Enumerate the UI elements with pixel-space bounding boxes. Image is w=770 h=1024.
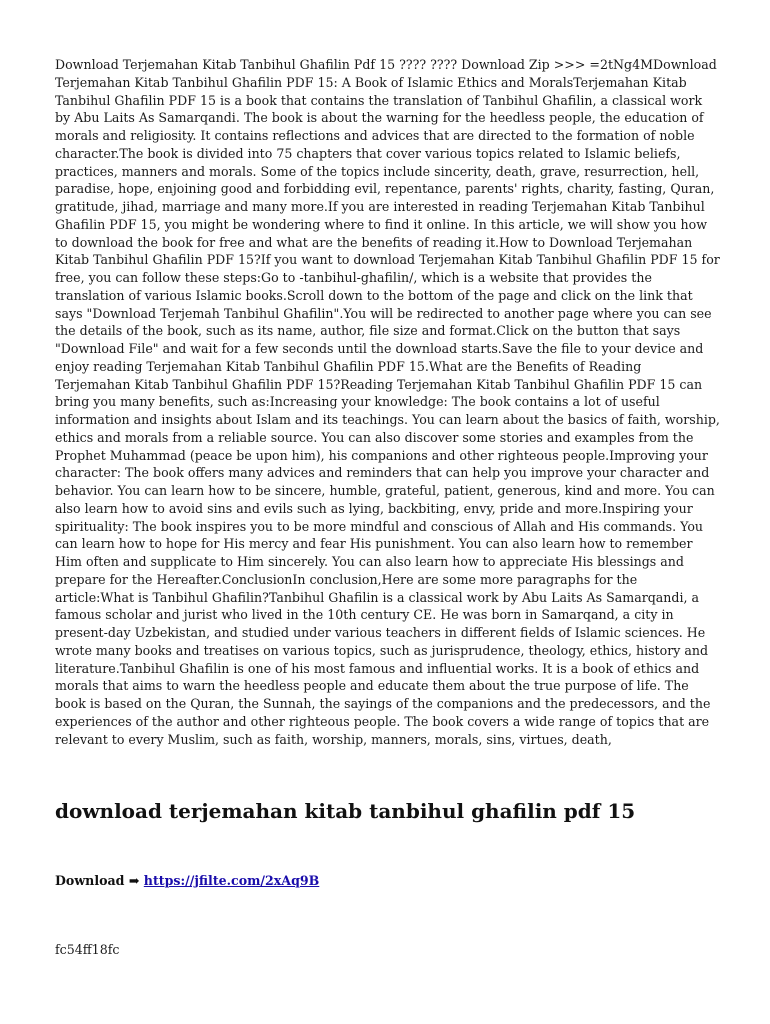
article-container <box>55 56 720 748</box>
download-link[interactable]: https://jfilte.com/2xAq9B <box>143 873 320 888</box>
page-heading: download terjemahan kitab tanbihul ghafilin pdf 15 <box>55 799 636 823</box>
article-body: Download Terjemahan Kitab Tanbihul Ghafilin Pdf 15 ???? ???? Download Zip >>> =2tNg4MDownload Terjemahan Kitab Tanbihul Ghafilin PDF 15: A Book of Islamic Ethics and MoralsTerjemahan Kitab Tanbihul Ghafilin PDF 15 is a book that contains the translation of Tanbihul Ghafilin, a classical work by Abu Laits As Samarqandi. The book is about the warning for the heedless people, the education of morals and religiosity. It contains reflections and advices that are directed to the formation of noble character.The book is divided into 75 chapters that cover various topics related to Islamic beliefs, practices, manners and morals. Some of the topics include sincerity, death, grave, resurrection, hell, paradise, hope, enjoining good and forbidding evil, repentance, parents' rights, charity, fasting, Quran, gratitude, jihad, marriage and many more.If you are interested in reading Terjemahan Kitab Tanbihul Ghafilin PDF 15, you might be wondering where to find it online. In this article, we will show you how to download the book for free and what are the benefits of reading it.How to Download Terjemahan Kitab Tanbihul Ghafilin PDF 15?If you want to download Terjemahan Kitab Tanbihul Ghafilin PDF 15 for free, you can follow these steps:Go to -tanbihul-ghafilin/, which is a website that provides the translation of various Islamic books.Scroll down to the bottom of the page and click on the link that says "Download Terjemah Tanbihul Ghafilin".You will be redirected to another page where you can see the details of the book, such as its name, author, file size and format.Click on the button that says "Download File" and wait for a few seconds until the download starts.Save the file to your device and enjoy reading Terjemahan Kitab Tanbihul Ghafilin PDF 15.What are the Benefits of Reading Terjemahan Kitab Tanbihul Ghafilin PDF 15?Reading Terjemahan Kitab Tanbihul Ghafilin PDF 15 can bring you many benefits, such as:Increasing your knowledge: The book contains a lot of useful information and insights about Islam and its teachings. You can learn about the basics of faith, worship, ethics and morals from a reliable source. You can also discover some stories and examples from the Prophet Muhammad (peace be upon him), his companions and other righteous people.Improving your character: The book offers many advices and reminders that can help you improve your character and behavior. You can learn how to be sincere, humble, grateful, patient, generous, kind and more. You can also learn how to avoid sins and evils such as lying, backbiting, envy, pride and more.Inspiring your spirituality: The book inspires you to be more mindful and conscious of Allah and His commands. You can learn how to hope for His mercy and fear His punishment. You can also learn how to remember Him often and supplicate to Him sincerely. You can also learn how to appreciate His blessings and prepare for the Hereafter.ConclusionIn conclusion,Here are some more paragraphs for the article:What is Tanbihul Ghafilin?Tanbihul Ghafilin is a classical work by Abu Laits As Samarqandi, a famous scholar and jurist who lived in the 10th century CE. He was born in Samarqand, a city in present-day Uzbekistan, and studied under various teachers in different fields of Islamic sciences. He wrote many books and treatises on various topics, such as jurisprudence, theology, ethics, history and literature.Tanbihul Ghafilin is one of his most famous and influential works. It is a book of ethics and morals that aims to warn the heedless people and educate them about the true purpose of life. The book is based on the Quran, the Sunnah, the sayings of the companions and the predecessors, and the experiences of the author and other righteous people. The book covers a wide range of topics that are relevant to every Muslim, such as faith, worship, manners, morals, sins, virtues, death, <box>55 57 720 747</box>
download-label: Download ➡ <box>55 873 140 888</box>
hash-code: fc54ff18fc <box>55 942 120 957</box>
download-line <box>55 873 319 888</box>
